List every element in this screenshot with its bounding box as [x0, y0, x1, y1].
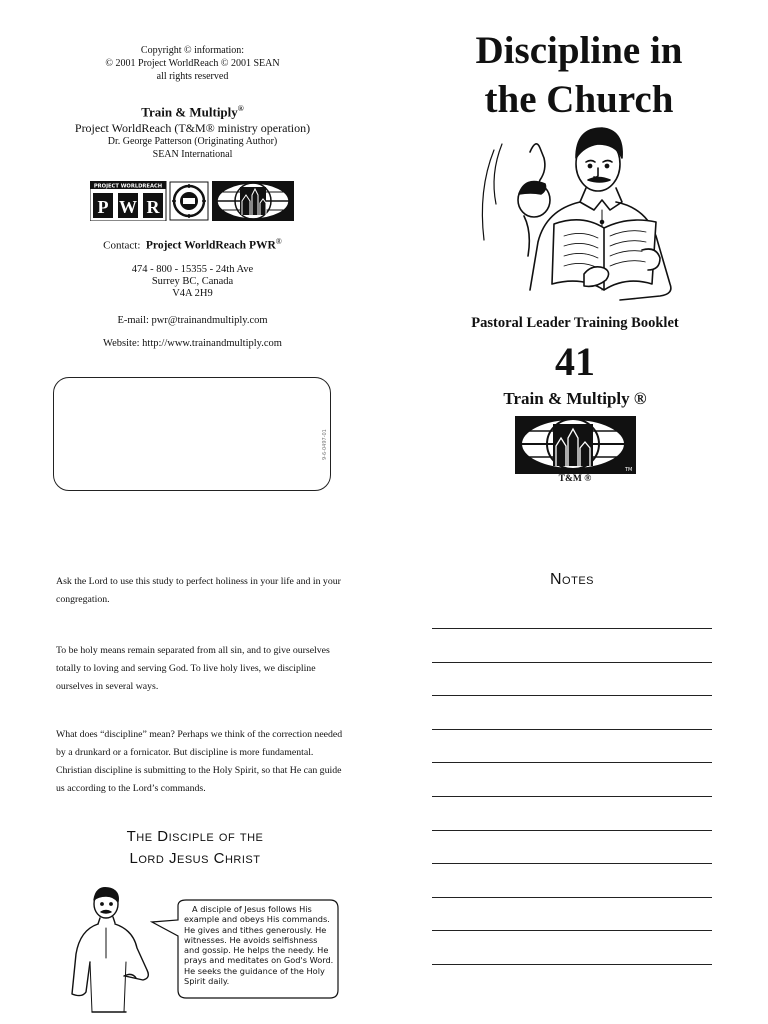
notes-line: [432, 897, 712, 898]
booklet-title-line-2: the Church: [484, 78, 674, 121]
logo-tm-mark: TM: [625, 467, 633, 473]
program-name: [60, 104, 325, 120]
copyright-line-3: all rights reserved: [156, 71, 229, 82]
program-name-text: Train & Multiply: [141, 104, 238, 120]
address-block: [60, 264, 325, 300]
notes-line: [432, 628, 712, 629]
pwr-letter-r: R: [146, 197, 160, 217]
notes-line: [432, 830, 712, 831]
website-line: Website: http://www.trainandmultiply.com: [103, 338, 282, 349]
booklet-title: [440, 26, 718, 124]
sean-logo: [170, 182, 208, 220]
notes-line: [432, 762, 712, 763]
program-operation: Project WorldReach (T&M® ministry operation): [74, 121, 311, 135]
section-heading-line-1: The Disciple of the: [126, 828, 264, 845]
notes-heading: Notes: [549, 571, 594, 588]
org-line: SEAN International: [152, 149, 233, 160]
pwr-letter-p: P: [97, 197, 109, 217]
notes-line: [432, 930, 712, 931]
section-heading-line-2: Lord Jesus Christ: [129, 850, 261, 867]
pastor-reading-bible-illustration: [474, 124, 678, 308]
author-line: Dr. George Patterson (Originating Author): [107, 136, 278, 147]
discipline-paragraph: What does “discipline” mean? Perhaps we think of the correction needed by a drunkard or a fornicator. But discipline is more fundamental. Christian discipline is submitting to the Holy Spirit, so that He can guide us according to the Lord’s commands.: [56, 729, 343, 794]
booklet-title-line-1: Discipline in: [475, 29, 683, 72]
address-line-2: Surrey BC, Canada: [151, 276, 234, 287]
intro-paragraph: Ask the Lord to use this study to perfect holiness in your life and in your congregation.: [56, 576, 341, 605]
notes-line: [432, 729, 712, 730]
notes-line: [432, 695, 712, 696]
globe-logo-large: [515, 416, 636, 474]
cover-brand: Train & Multiply ®: [503, 389, 647, 408]
address-line-3: V4A 2H9: [172, 288, 213, 299]
speech-bubble-text: A disciple of Jesus follows His example and obeys His commands. He gives and tithes generously. He witnesses. He avoids selfishness and gossip. He helps the needy. He prays and meditates on God's Word. He seeks the guidance of the Holy Spirit daily.: [184, 904, 334, 987]
address-label-box: [53, 377, 331, 491]
copyright-line-1: Copyright © information:: [140, 45, 245, 56]
print-code: 9-6-0497-01: [322, 429, 328, 460]
globe-logo-small: [212, 181, 294, 221]
cover-tm-label: T&M ®: [558, 474, 592, 484]
pwr-logo: [90, 181, 166, 221]
contact-name: Project WorldReach PWR: [145, 239, 276, 252]
pwr-letter-w: W: [119, 197, 137, 217]
holiness-paragraph: To be holy means remain separated from all sin, and to give ourselves totally to loving and serving God. To live holy lives, we discipline ourselves in several ways.: [56, 645, 330, 692]
notes-line: [432, 662, 712, 663]
pwr-logo-caption: PROJECT WORLDREACH: [93, 183, 163, 190]
address-line-1: 474 - 800 - 15355 - 24th Ave: [131, 264, 254, 275]
contact-line: [60, 237, 325, 252]
notes-line: [432, 796, 712, 797]
partner-logos: [90, 181, 295, 221]
author-block: [60, 135, 325, 161]
booklet-number: 41: [555, 339, 595, 384]
section-heading: [80, 826, 310, 870]
copyright-line-2: © 2001 Project WorldReach © 2001 SEAN: [105, 58, 280, 69]
contact-label: Contact:: [103, 239, 141, 252]
email-line: E-mail: pwr@trainandmultiply.com: [117, 315, 268, 326]
contact-registered-mark: ®: [275, 237, 282, 246]
booklet-subtitle: Pastoral Leader Training Booklet: [471, 315, 679, 331]
notes-line: [432, 964, 712, 965]
copyright-block: [60, 44, 325, 83]
notes-line: [432, 863, 712, 864]
registered-mark: ®: [237, 104, 244, 113]
